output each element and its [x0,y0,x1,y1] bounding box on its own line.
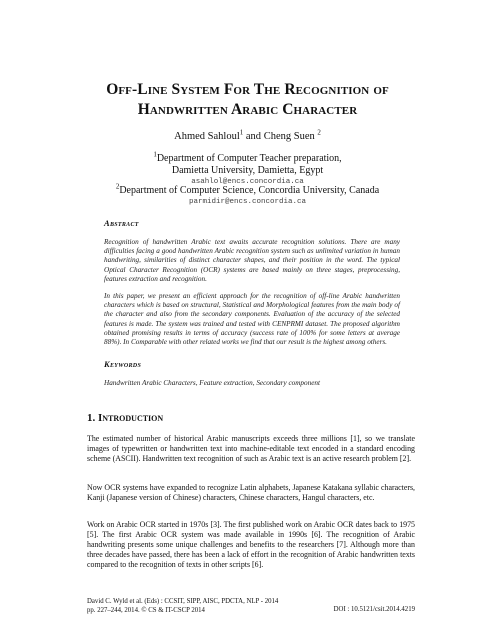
section-heading: 1. Introduction [87,412,164,424]
author-email: asahlol@encs.concordia.ca [191,178,304,186]
author-name: Ahmed Sahloul [174,131,240,142]
author-name: Cheng Suen [263,131,318,142]
footer-doi: DOI : 10.5121/csit.2014.4219 [333,606,415,613]
author-separator: and [243,131,264,142]
keywords-text: Handwritten Arabic Characters, Feature extraction, Secondary component [104,379,320,387]
author-affiliation-marker: 2 [317,128,321,137]
body-paragraph: Now OCR systems have expanded to recognize Latin alphabets, Japanese Katakana syllabic characters, Kanji (Japanese version of Chinese) characters, Chinese characters, Hangul characters, etc. [87,483,415,502]
affiliation-line [60,150,435,165]
author-email: parmidir@encs.concordia.ca [188,198,307,206]
title-line-1: Off-Line System For The Recognition of [106,81,389,98]
abstract-paragraph: Recognition of handwritten Arabic text awaits accurate recognition solutions. There are many difficulties facing a good handwritten Arabic recognition system such as unlimited variation in human handwriting, similarities of distinct character shapes, and their position in the word. The typical Optical Character Recognition (OCR) systems are based mainly on three stages, preprocessing, features extraction and recognition. [104,238,400,283]
paper-title [60,80,435,120]
footer-citation [87,597,337,615]
title-line-2: Handwritten Arabic Character [137,101,358,118]
author-list [60,128,435,142]
footer-line: pp. 227–244, 2014. © CS & IT-CSCP 2014 [87,607,205,614]
footer-line: David C. Wyld et al. (Eds) : CCSIT, SIPP, AISC, PDCTA, NLP - 2014 [87,598,279,605]
affiliation-line: Damietta University, Damietta, Egypt [171,165,324,176]
abstract-heading: Abstract [104,218,139,228]
abstract-paragraph: In this paper, we present an efficient approach for the recognition of off-line Arabic handwritten characters which is based on structural, Statistical and Morphological features from the main body of the character and also from the secondary components. Evaluation of the accuracy of the selected features is made. The system was trained and tested with CENPRMI dataset. The proposed algorithm obtained promising results in terms of accuracy (success rate of 100% for some letters at average 88%). In Comparable with other related works we find that our result is the highest among others. [104,292,400,347]
body-paragraph: The estimated number of historical Arabic manuscripts exceeds three millions [1], so we translate images of typewritten or handwritten text into machine-editable text encoded in a standard encoding scheme (ASCII). Handwritten text recognition of such as Arabic text is an active research problem [2]. [87,434,415,463]
affiliation-text: Department of Computer Teacher preparation, [156,153,342,164]
keywords-heading: Keywords [104,359,142,369]
affiliation-text: Department of Computer Science, Concordia University, Canada [119,185,380,196]
body-paragraph: Work on Arabic OCR started in 1970s [3]. The first published work on Arabic OCR dates back to 1975 [5]. The first Arabic OCR system was made available in 1990s [6]. The recognition of Arabic handwriting presents some unique challenges and benefits to the researchers [7]. Although more than three decades have passed, there has been a lack of effort in the recognition of Arabic handwritten texts compared to the recognition of texts in other scripts [6]. [87,520,415,569]
author-affiliation-marker: 1 [239,128,244,137]
affiliation-marker: 2 [115,182,120,191]
affiliation-1 [60,150,435,177]
affiliation-marker: 1 [153,150,157,159]
